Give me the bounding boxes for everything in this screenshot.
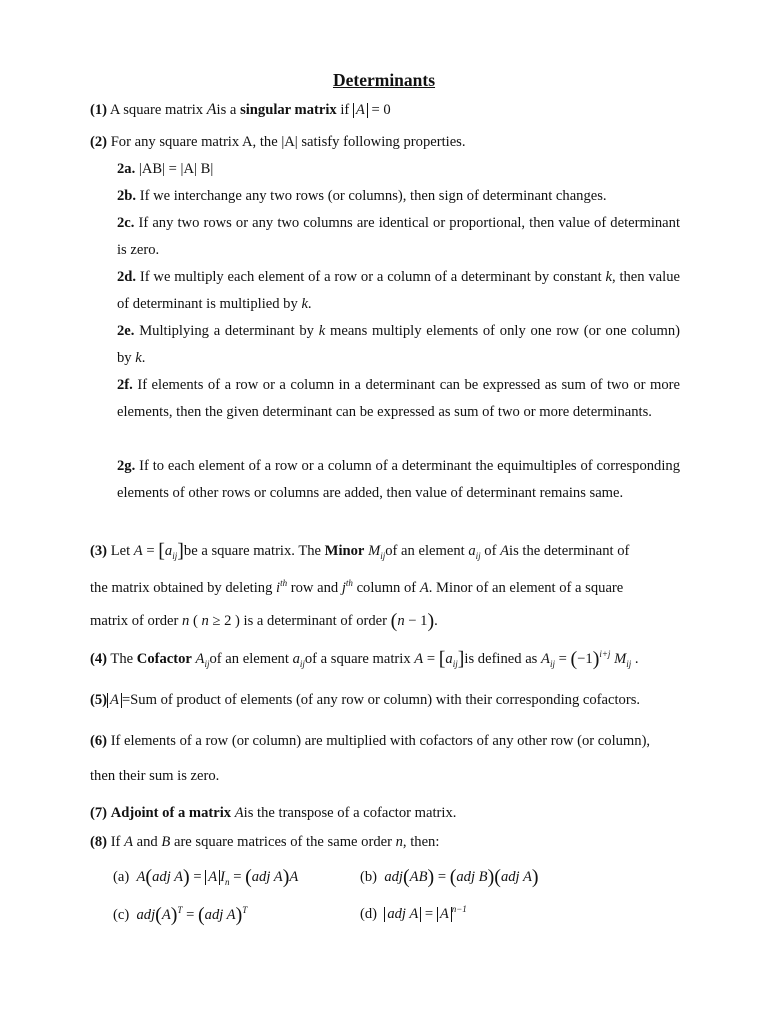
item-4: (4) The Cofactor $A_{ij}of$ an element $a_{ij}of$ a square matrix $A = [a_{ij}]is$ defined as $A_{ij} = (-1)^{i+j}$ $M_{ij}$ . (90, 648, 639, 670)
formula-b: (b) adj(AB) = (adj B)(adj A) (360, 866, 539, 888)
item-5: (5) A =Sum of product of elements (of any row or column) with their corresponding cofactors. (90, 692, 641, 708)
item-2: (2) For any square matrix A, the |A| satisfy following properties. (90, 134, 466, 150)
item-2g: 2g. If to each element of a row or a column of a determinant the equimultiples of corresponding elements of other rows or columns are added, then value of determinant remains same. (117, 458, 680, 501)
item-2f: 2f. If elements of a row or a column in a determinant can be expressed as sum of two or more elements, then the given determinant can be expressed as sum of two or more determinants. (117, 377, 680, 420)
item-2a: 2a. |AB| = |A| B| (117, 161, 214, 177)
item-3: (3) Let $A = [a_{ij}]be$ a square matrix. The Minor $M_{ij}of$ an element $a_{ij}$ of Ais the determinant of (90, 540, 630, 562)
formula-c: (c) $adj(A)^T = (adj$ A)$^T$ (113, 904, 248, 926)
item-7: (7) Adjoint of a matrix Ais the transpose of a cofactor matrix. (90, 805, 457, 821)
item-6-line2: then their sum is zero. (90, 768, 220, 784)
formula-d: (d) adj A = A $^{n-1}$ (360, 904, 467, 922)
item-1: (1) A square matrix Ais a singular matrix if A = 0 (90, 101, 391, 118)
item-2c: 2c. If any two rows or any two columns are identical or proportional, then value of determinant is zero. (117, 215, 680, 258)
item-8: (8) If A and B are square matrices of the same order n, then: (90, 834, 440, 850)
formula-a: (a) A(adj A) = A $I_n = (adj$ A)A (113, 866, 299, 888)
item-2d: 2d. If we multiply each element of a row or a column of a determinant by constant k, then value of determinant is multiplied by k. (117, 269, 680, 312)
page-title: Determinants (332, 70, 436, 90)
item-2b: 2b. If we interchange any two rows (or columns), then sign of determinant changes. (117, 188, 607, 204)
item-3-line2: the matrix obtained by deleting $i^{th}$ row and $j^{th}$ column of A. Minor of an element of a square (90, 578, 624, 596)
item-3-line3: matrix of order n ( n ≥ 2 ) is a determinant of order (n − 1). (90, 610, 438, 632)
item-number: (1) (90, 102, 108, 118)
item-6: (6) If elements of a row (or column) are multiplied with cofactors of any other row (or column), (90, 733, 651, 749)
item-2e: 2e. Multiplying a determinant by k means multiply elements of only one row (or one column) by k. (117, 323, 681, 366)
